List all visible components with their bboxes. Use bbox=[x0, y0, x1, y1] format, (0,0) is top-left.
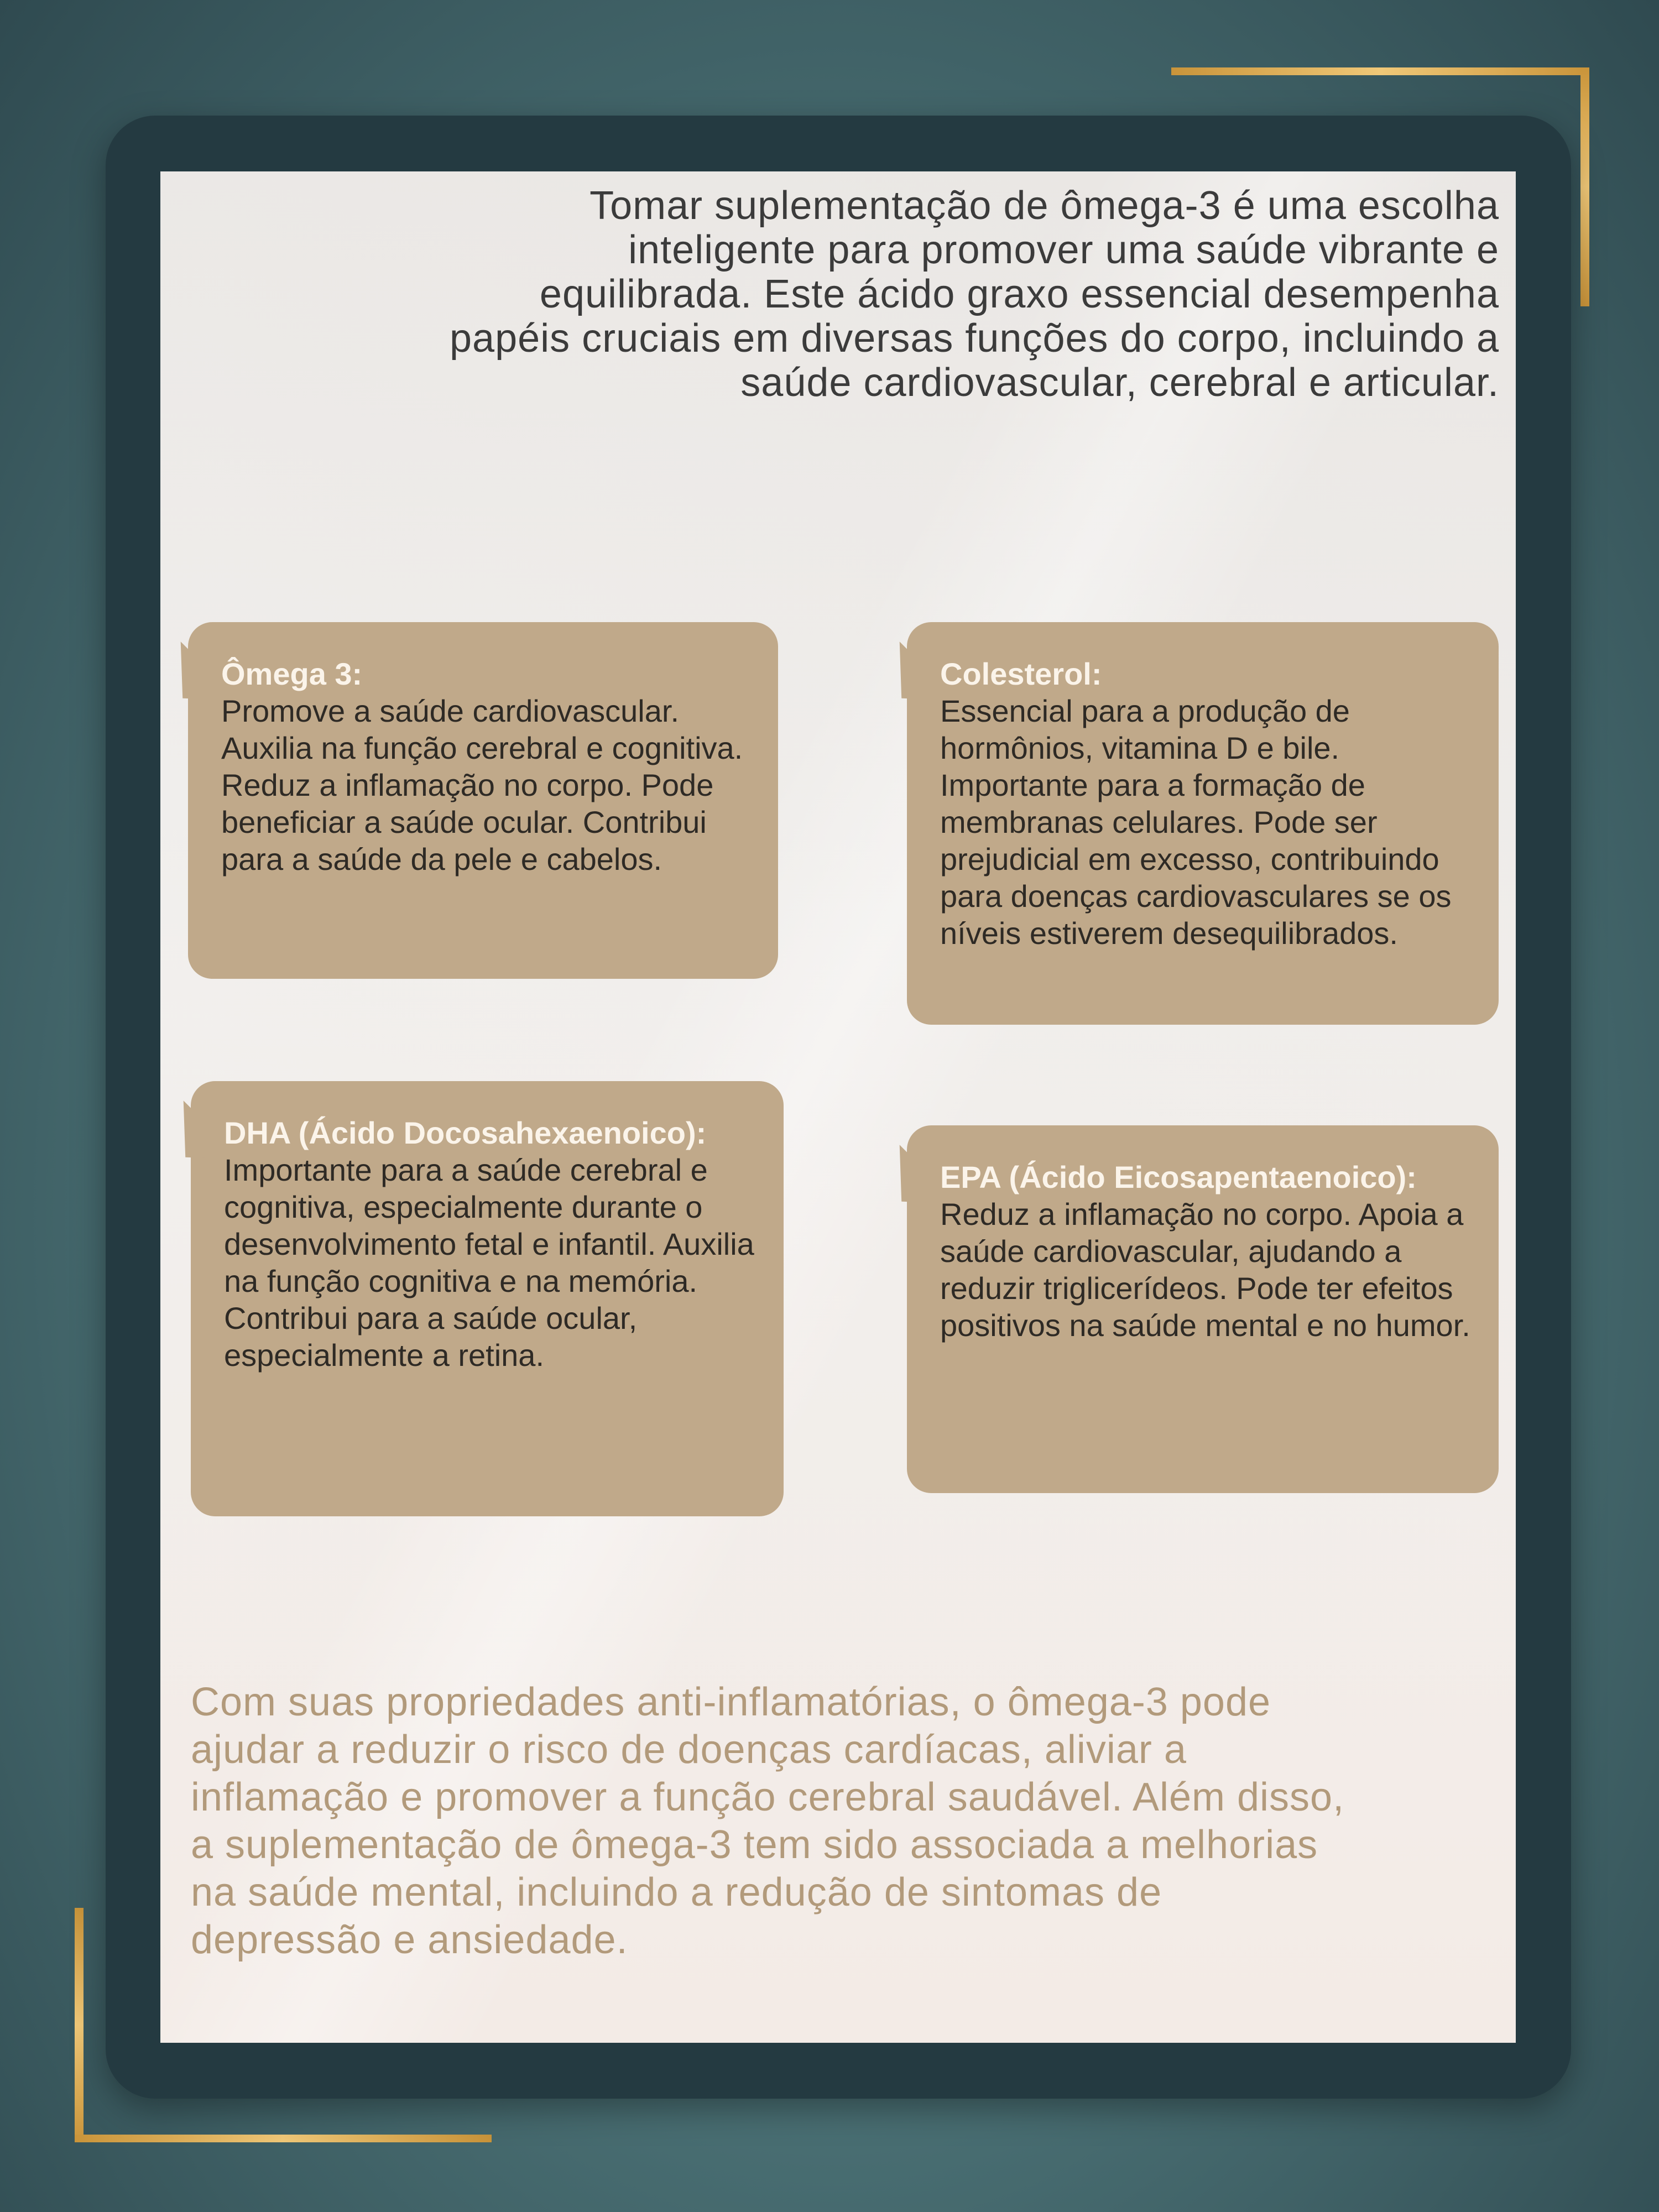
card-colesterol-body: Essencial para a produção de hormônios, vitamina D e bile. Importante para a formação de membranas celulares. Pode ser prejudicial em excesso, contribuindo para doenças cardiovasculares se os níveis estiverem desequilibrados. bbox=[940, 693, 1452, 951]
card-epa-body: Reduz a inflamação no corpo. Apoia a saúde cardiovascular, ajudando a reduzir triglicerídeos. Pode ter efeitos positivos na saúde mental e no humor. bbox=[940, 1197, 1470, 1343]
card-colesterol-title: Colesterol: bbox=[940, 656, 1102, 691]
card-epa-title: EPA (Ácido Eicosapentaenoico): bbox=[940, 1160, 1417, 1194]
card-dha-title: DHA (Ácido Docosahexaenoico): bbox=[224, 1115, 707, 1150]
card-dha-body: Importante para a saúde cerebral e cognitiva, especialmente durante o desenvolvimento fetal e infantil. Auxilia na função cognitiva e na memória. Contribui para a saúde ocular, especialmente a retina. bbox=[224, 1152, 754, 1373]
card-omega3-title: Ômega 3: bbox=[221, 656, 363, 691]
gold-corner-top-horizontal bbox=[1171, 67, 1589, 75]
gold-corner-top-vertical bbox=[1580, 67, 1589, 306]
infographic-page bbox=[160, 171, 1516, 2043]
gold-corner-bottom-vertical bbox=[75, 1908, 84, 2142]
card-omega3-body: Promove a saúde cardiovascular. Auxilia na função cerebral e cognitiva. Reduz a inflamação no corpo. Pode beneficiar a saúde ocular. Contribui para a saúde da pele e cabelos. bbox=[221, 693, 743, 877]
card-epa bbox=[907, 1125, 1499, 1493]
card-omega3 bbox=[188, 622, 778, 979]
outro-paragraph: Com suas propriedades anti-inflamatórias, o ômega-3 pode ajudar a reduzir o risco de doenças cardíacas, aliviar a inflamação e promover a função cerebral saudável. Além disso, a suplementação de ômega-3 tem sido associada a melhorias na saúde mental, incluindo a redução de sintomas de depressão e ansiedade. bbox=[191, 1680, 1345, 1962]
intro-paragraph: Tomar suplementação de ômega-3 é uma escolha inteligente para promover uma saúde vibrante e equilibrada. Este ácido graxo essencial desempenha papéis cruciais em diversas funções do corpo, incluindo a saúde cardiovascular, cerebral e articular. bbox=[450, 184, 1499, 405]
card-colesterol bbox=[907, 622, 1499, 1025]
gold-corner-bottom-horizontal bbox=[75, 2135, 492, 2142]
card-dha bbox=[191, 1081, 784, 1516]
